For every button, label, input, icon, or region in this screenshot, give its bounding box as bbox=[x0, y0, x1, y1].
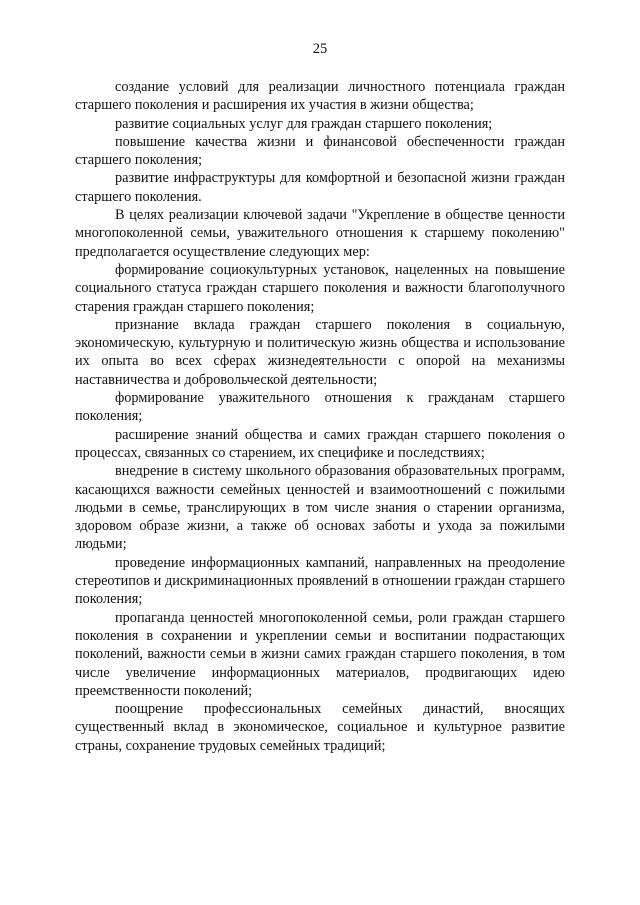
document-body bbox=[75, 78, 565, 755]
paragraph: признание вклада граждан старшего поколения в социальную, экономическую, культурную и политическую жизнь общества и использование их опыта во всех сферах жизнедеятельности с опорой на механизмы наставничества и добровольческой деятельности; bbox=[75, 316, 565, 388]
paragraph: проведение информационных кампаний, направленных на преодоление стереотипов и дискриминационных проявлений в отношении граждан старшего поколения; bbox=[75, 554, 565, 608]
paragraph: поощрение профессиональных семейных династий, вносящих существенный вклад в экономическое, социальное и культурное развитие страны, сохранение трудовых семейных традиций; bbox=[75, 701, 565, 754]
paragraph: развитие инфраструктуры для комфортной и безопасной жизни граждан старшего поколения. bbox=[75, 170, 565, 205]
paragraph: повышение качества жизни и финансовой обеспеченности граждан старшего поколения; bbox=[75, 133, 565, 169]
paragraph: пропаганда ценностей многопоколенной семьи, роли граждан старшего поколения в сохранении и укреплении семьи и воспитании подрастающих поколений, важности семьи в жизни самих граждан старшего поколения, в том числе увеличение информационных материалов, продвигающих идею преемственности поколений; bbox=[75, 609, 565, 699]
paragraph: развитие социальных услуг для граждан старшего поколения; bbox=[115, 115, 493, 132]
paragraph: внедрение в систему школьного образования образовательных программ, касающихся важности семейных ценностей и взаимоотношений с пожилыми людьми в семье, транслирующих в том числе знания о старении организма, здоровом образе жизни, а также об основах заботы и ухода за пожилыми людьми; bbox=[75, 463, 565, 553]
paragraph: расширение знаний общества и самих граждан старшего поколения о процессах, связанных со старением, их специфике и последствиях; bbox=[75, 426, 565, 461]
paragraph: В целях реализации ключевой задачи "Укрепление в обществе ценности многопоколенной семьи, уважительного отношения к старшему поколению" предполагается осуществление следующих мер: bbox=[75, 207, 565, 260]
page-number: 25 bbox=[312, 41, 328, 57]
paragraph: формирование уважительного отношения к гражданам старшего поколения; bbox=[75, 390, 565, 425]
paragraph: создание условий для реализации личностного потенциала граждан старшего поколения и расширения их участия в жизни общества; bbox=[75, 79, 565, 114]
paragraph: формирование социокультурных установок, нацеленных на повышение социального статуса граждан старшего поколения и важности благополучного старения граждан старшего поколения; bbox=[75, 261, 565, 315]
